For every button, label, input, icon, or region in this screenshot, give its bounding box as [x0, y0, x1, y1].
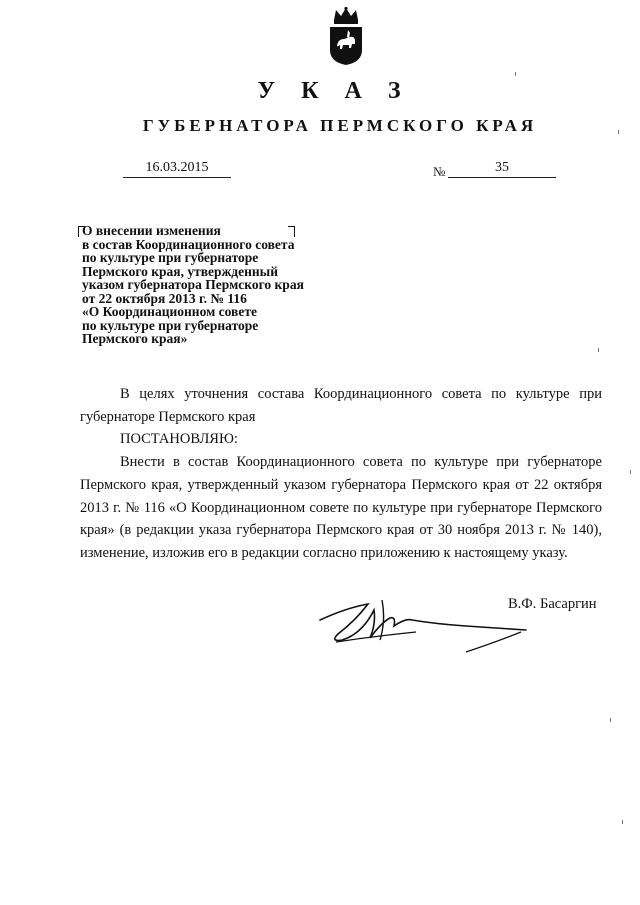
document-subject — [82, 224, 362, 346]
subject-line: по культуре при губернаторе — [82, 250, 259, 265]
scan-speck — [622, 820, 623, 824]
subject-line: «О Координационном совете — [82, 304, 257, 319]
subject-line: по культуре при губернаторе — [82, 317, 259, 333]
document-body — [80, 383, 602, 565]
subject-line: в состав Координационного совета — [82, 236, 295, 252]
subject-line: указом губернатора Пермского края — [82, 277, 304, 292]
signer-name: В.Ф. Басаргин — [508, 596, 597, 612]
subject-line: Пермского края» — [82, 331, 188, 346]
subject-line: от 22 октября 2013 г. № 116 — [82, 290, 247, 306]
document-title: У К А З — [257, 78, 411, 104]
document-date: 16.03.2015 — [123, 160, 231, 178]
main-paragraph: Внести в состав Координационного совета по культуре при губернаторе Пермского края, утвержденный указом губернатора Пермского края от 22 октября 2013 г. № 116 «О Координационном совете по культуре при губернаторе Пермского края» (в редакции указа губернатора Пермского края от 30 ноября 2013 г. № 140), изменение, изложив его в редакции согласно приложению к настоящему указу. — [80, 454, 602, 561]
scan-speck — [515, 72, 516, 76]
decree-word: ПОСТАНОВЛЯЮ: — [120, 431, 238, 448]
scan-speck — [630, 470, 631, 474]
subject-line: Пермского края, утвержденный — [82, 263, 279, 279]
scan-speck — [598, 348, 599, 352]
document-issuer: ГУБЕРНАТОРА ПЕРМСКОГО КРАЯ — [142, 116, 538, 135]
subject-line: О внесении изменения — [82, 223, 221, 238]
preamble-paragraph: В целях уточнения состава Координационного совета по культуре при губернаторе Пермского края — [80, 386, 602, 425]
handwritten-signature-icon — [316, 590, 536, 660]
number-label: № — [433, 164, 446, 179]
perm-coat-of-arms-icon — [326, 6, 366, 66]
document-number: 35 — [448, 160, 556, 178]
scan-speck — [618, 130, 619, 134]
scan-speck — [610, 718, 611, 722]
